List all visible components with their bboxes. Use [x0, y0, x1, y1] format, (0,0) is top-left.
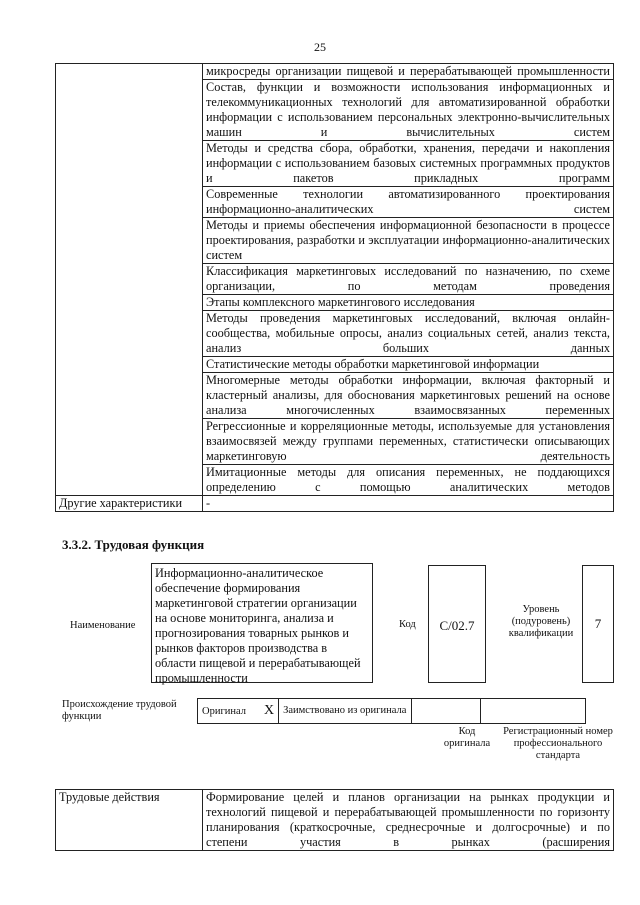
requirement-item: микросреды организации пищевой и перерабатывающей промышленности: [203, 64, 614, 80]
requirement-item: Имитационные методы для описания переменных, не поддающихся определению с помощью аналитических методов: [203, 465, 614, 496]
table-row: [56, 790, 614, 851]
requirement-item: Классификация маркетинговых исследований по назначению, по схеме организации, по методам проведения: [203, 264, 614, 295]
level-label: Уровень (подуровень) квалификации: [508, 604, 574, 639]
requirement-item: Методы проведения маркетинговых исследований, включая онлайн-сообщества, мобильные опросы, анализ социальных сетей, анализ текста, анализ больших данных: [203, 311, 614, 357]
requirement-item: Статистические методы обработки маркетинговой информации: [203, 357, 614, 373]
other-characteristics-value: -: [203, 496, 614, 512]
requirement-item: Регрессионные и корреляционные методы, используемые для установления взаимосвязей между группами переменных, статистически описывающих маркетинговую деятельность: [203, 419, 614, 465]
requirement-item: Состав, функции и возможности использования информационных и телекоммуникационных технологий для автоматизированной обработки информации с использованием персональных электронно-вычислительных машин и вычислительных систем: [203, 80, 614, 141]
name-label: Наименование: [70, 620, 136, 631]
requirements-left-cell: [56, 64, 203, 496]
section-title: 3.3.2. Трудовая функция: [62, 537, 205, 552]
actions-table: [55, 789, 614, 851]
requirement-item: Многомерные методы обработки информации, включая факторный и кластерный анализы, для обоснования маркетинговых решений на основе анализа многочисленных взаимосвязанных переменных: [203, 373, 614, 419]
original-mark: X: [264, 703, 275, 718]
reg-number-cell: [481, 699, 586, 724]
borrowed-label: Заимствовано из оригинала: [279, 699, 412, 724]
origin-label: Происхождение трудовой функции: [62, 699, 177, 722]
original-cell: [198, 699, 279, 724]
requirement-item: Современные технологии автоматизированного проектирования информационно-аналитических систем: [203, 187, 614, 218]
requirement-item: Методы и средства сбора, обработки, хранения, передачи и накопления информации с использованием базовых системных программных продуктов и пакетов прикладных программ: [203, 141, 614, 187]
code-original-cell: [412, 699, 481, 724]
code-box: С/02.7: [428, 565, 486, 683]
actions-text: Формирование целей и планов организации на рынках продукции и технологий пищевой и перерабатывающей промышленности по горизонту планирования (краткосрочные, среднесрочные и долгосрочные) и по степени участия в рынках (расширения: [203, 790, 614, 851]
requirements-table: [55, 63, 614, 512]
reg-number-caption: Регистрационный номер профессионального стандарта: [503, 726, 613, 761]
table-row: [56, 496, 614, 512]
actions-label: Трудовые действия: [56, 790, 203, 851]
original-label: Оригинал: [202, 706, 246, 717]
level-box: 7: [582, 565, 614, 683]
origin-table: [197, 698, 586, 724]
code-original-caption: Код оригинала: [443, 726, 491, 749]
page-number: 25: [314, 40, 326, 54]
code-label: Код: [399, 619, 416, 630]
other-characteristics-label: Другие характеристики: [56, 496, 203, 512]
function-name-box: Информационно-аналитическое обеспечение формирования маркетинговой стратегии организации на основе мониторинга, анализа и прогнозирования товарных рынков и рынков факторов производства в области пищевой и перерабатывающей промышленности: [151, 563, 373, 683]
table-row: [56, 64, 614, 80]
requirement-item: Этапы комплексного маркетингового исследования: [203, 295, 614, 311]
requirement-item: Методы и приемы обеспечения информационной безопасности в процессе проектирования, разработки и эксплуатации информационно-аналитических систем: [203, 218, 614, 264]
